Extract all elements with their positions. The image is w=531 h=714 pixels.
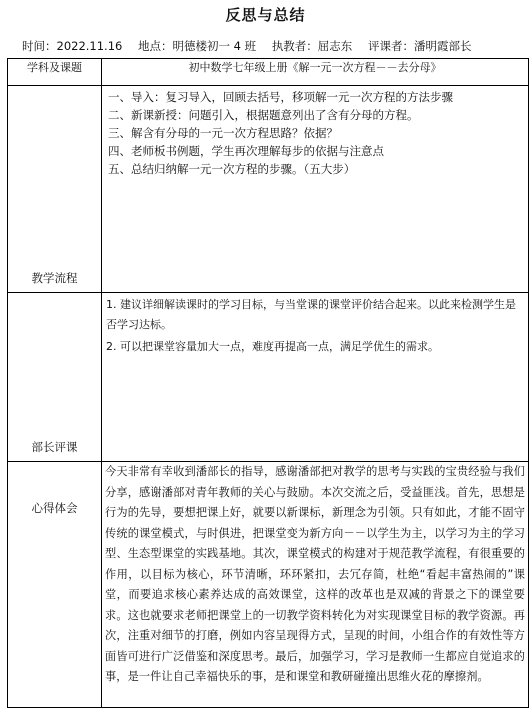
reflection-table (7, 58, 529, 708)
table-row-teaching-process (8, 86, 529, 293)
header-course-title: 初中数学七年级上册《解一元一次方程－－去分母》 (102, 59, 529, 86)
list-item: 二、新课新授：问题引入，根据题意列出了含有分母的方程。 (108, 108, 419, 122)
list-item: 一、导入：复习导入，回顾去括号，移项解一元一次方程的方法步骤 (108, 90, 453, 104)
row-label-director-comments: 部长评课 (31, 440, 78, 454)
meta-reviewer: 评课者：潘明霞部长 (367, 39, 472, 53)
meta-time: 时间：2022.11.16 (22, 39, 123, 53)
list-item: 五、总结归纳解一元一次方程的步骤。（五大步） (108, 162, 356, 176)
meta-teacher: 执教者：屈志东 (271, 39, 353, 53)
page-title: 反思与总结 (225, 6, 306, 24)
meta-line (22, 38, 527, 54)
header-subject-label: 学科及课题 (8, 59, 102, 86)
list-item: 三、解含有分母的一元一次方程思路？依据？ (108, 126, 338, 140)
reflections-text: 今天非常有幸收到潘部长的指导，感谢潘部把对教学的思考与实践的宝贵经验与我们分享，感谢潘部对青年教师的关心与鼓励。本次交流之后，受益匪浅。首先，思想是行为的先导，要想把课上好，就要以新课标，新理念为引领。只有如此，才能不固守传统的课堂模式，与时俱进，把课堂变为新方向－－以学生为主，以学习为主的学习型、生态型课堂的实践基地。其次，课堂模式的构建对于规范教学流程，有很重要的作用，以目标为核心，环节清晰，环环紧扣，去冗存简，杜绝“看起丰富热闹的”课堂，而要追求核心素养达成的高效课堂，这样的改革也是双减的背景之下的课堂要求。这也就要求老师把课堂上的一切教学资料转化为对实现课堂目标的教学资源。再次，注重对细节的打磨，例如内容呈现得方式，呈现的时间，小组合作的有效性等方面皆可进行广泛借鉴和深度思考。最后，加强学习，学习是教师一生都应自觉追求的事，是一件让自己幸福快乐的事，是和课堂和教研碰撞出思维火花的摩擦剂。 (105, 465, 525, 683)
teaching-steps-cell (102, 86, 529, 293)
row-label-teaching-process: 教学流程 (31, 271, 78, 285)
row-label-reflections: 心得体会 (31, 501, 78, 515)
director-comments-cell (102, 293, 529, 462)
table-row-reflections (8, 462, 529, 708)
list-item: 四、老师板书例题，学生再次理解每步的依据与注意点 (108, 144, 384, 158)
table-header-row (8, 59, 529, 86)
reflections-cell (102, 462, 529, 708)
list-item: 1. 建议详细解读课时的学习目标，与当堂课的课堂评价结合起来。以此来检测学生是否学习达标。 (106, 298, 516, 331)
list-item: 2. 可以把课堂容量加大一点，难度再提高一点，满足学优生的需求。 (106, 340, 439, 353)
meta-place: 地点：明德楼初一 4 班 (138, 39, 257, 53)
table-row-director-comments (8, 293, 529, 462)
